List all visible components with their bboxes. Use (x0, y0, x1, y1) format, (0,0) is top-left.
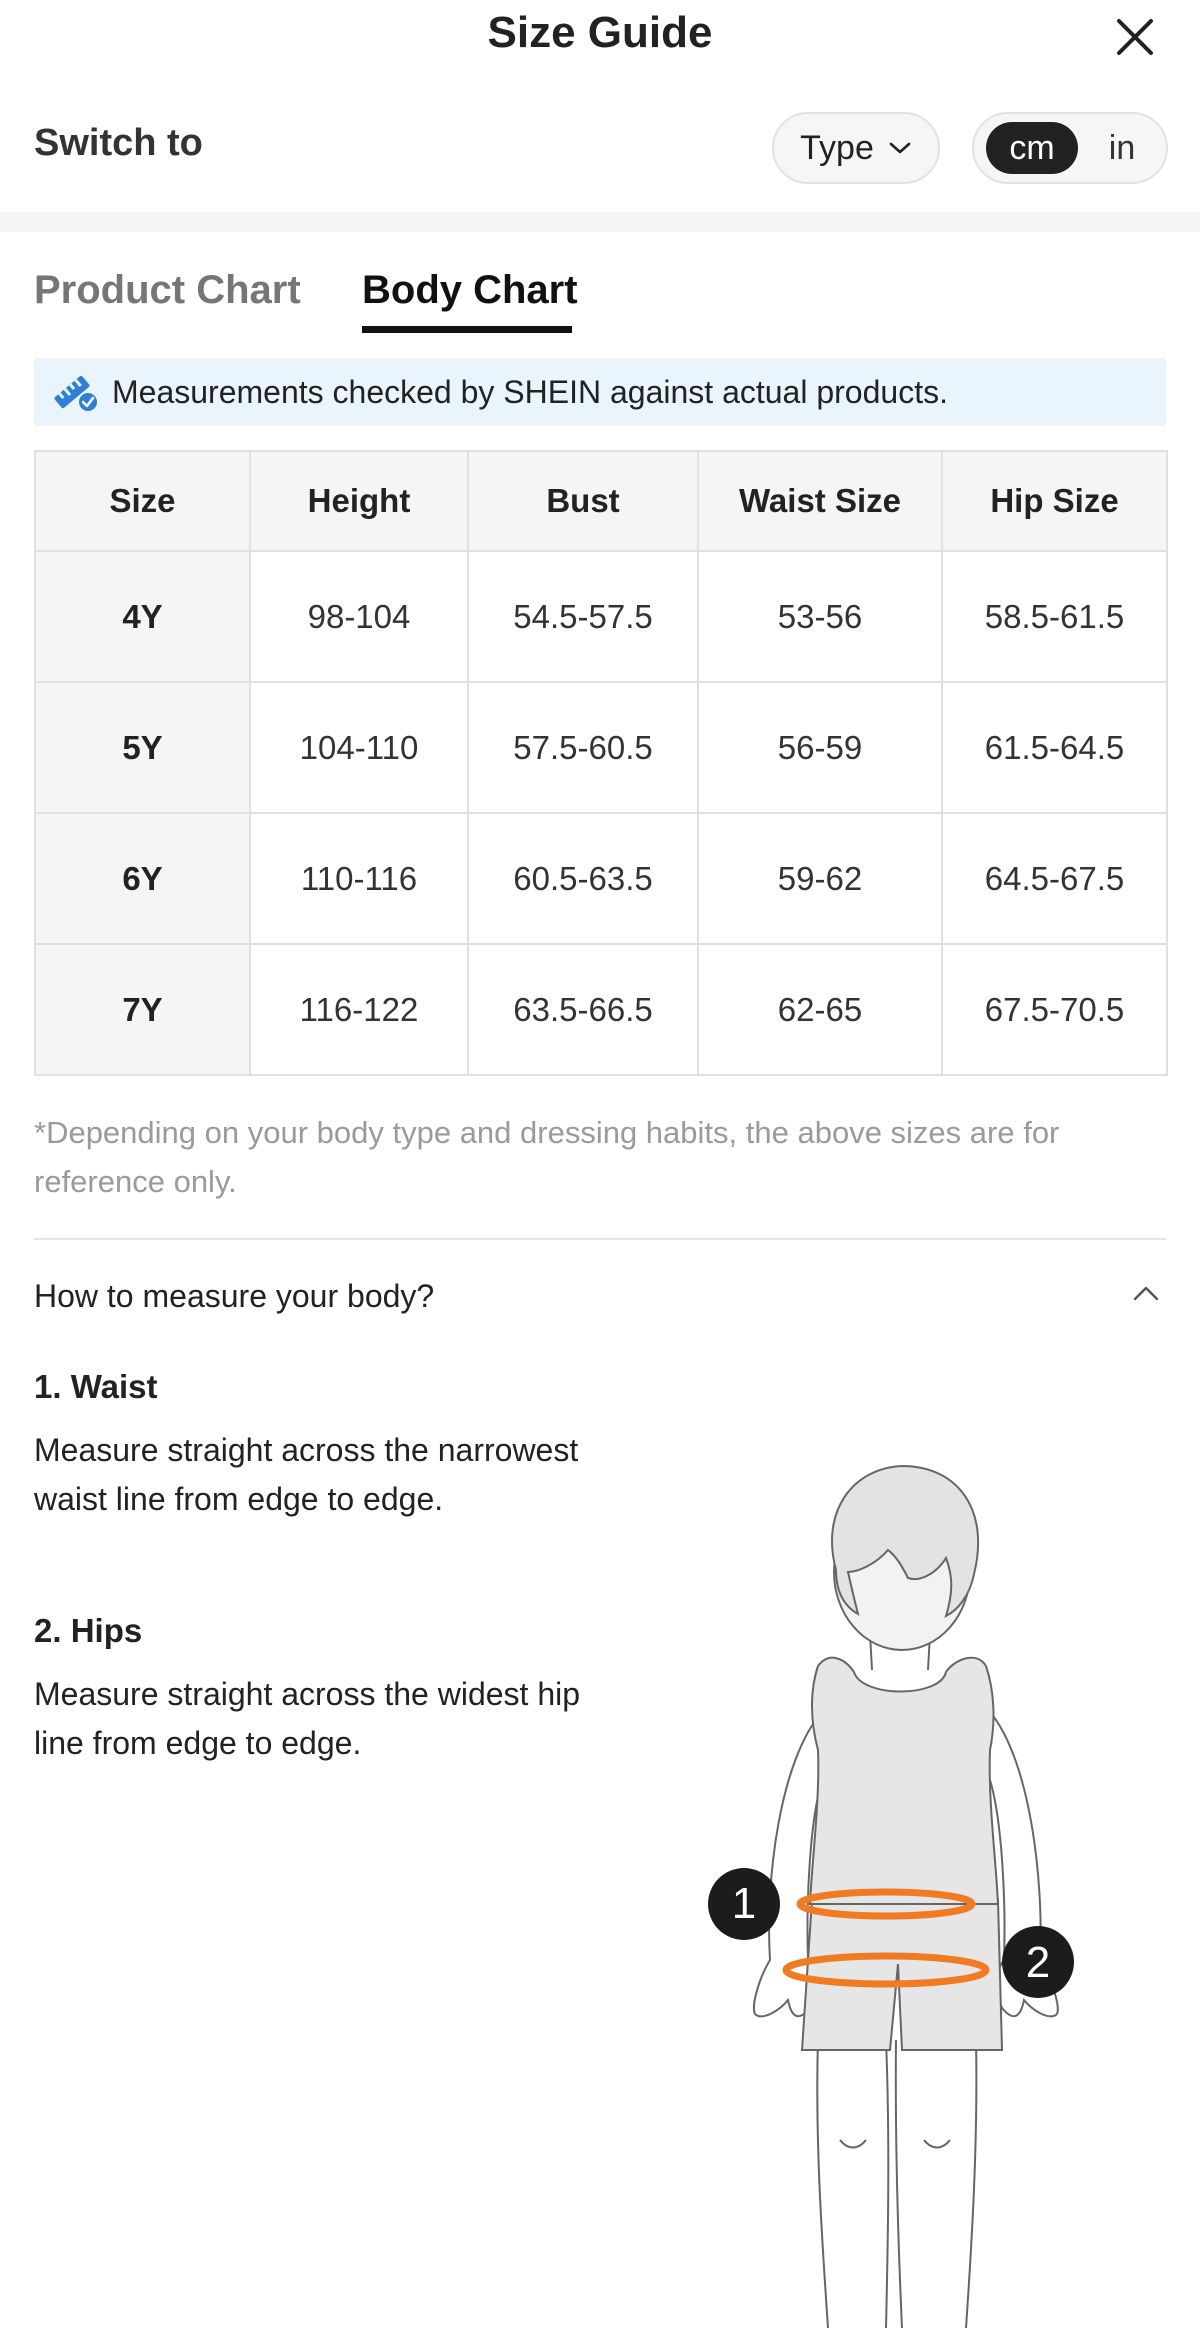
step-waist-title: 1. Waist (34, 1368, 158, 1405)
table-row (35, 944, 1167, 1075)
size-cell: 4Y (35, 551, 250, 682)
marker-2-label: 2 (1025, 1938, 1051, 1987)
bust-cell: 54.5-57.5 (468, 551, 698, 682)
chart-tabs (0, 268, 1200, 338)
size-table (34, 450, 1168, 1076)
header-height: Height (250, 451, 468, 551)
size-cell: 6Y (35, 813, 250, 944)
bust-cell: 60.5-63.5 (468, 813, 698, 944)
chevron-up-icon (1132, 1284, 1160, 1302)
ruler-check-icon (52, 370, 100, 414)
header-bust: Bust (468, 451, 698, 551)
table-row (35, 682, 1167, 813)
type-label: Type (800, 128, 874, 167)
step-waist-text: Measure straight across the narrowest waist line from edge to edge. (34, 1432, 579, 1517)
hip-cell: 67.5-70.5 (942, 944, 1167, 1075)
section-divider (0, 212, 1200, 232)
unit-toggle (972, 112, 1168, 184)
child-body-illustration (640, 1360, 1200, 2328)
measure-title: How to measure your body? (34, 1278, 435, 1314)
bust-cell: 63.5-66.5 (468, 944, 698, 1075)
type-dropdown[interactable] (772, 112, 940, 184)
close-icon (1110, 12, 1160, 62)
height-cell: 104-110 (250, 682, 468, 813)
header-waist: Waist Size (698, 451, 942, 551)
table-header-row (35, 451, 1167, 551)
divider (34, 1238, 1166, 1240)
hip-cell: 58.5-61.5 (942, 551, 1167, 682)
unit-in-option[interactable]: in (1108, 128, 1136, 167)
hip-cell: 61.5-64.5 (942, 682, 1167, 813)
chevron-down-icon (888, 140, 912, 156)
switch-row (0, 100, 1200, 194)
waist-marker (708, 1868, 780, 1940)
tab-product-chart[interactable]: Product Chart (34, 268, 301, 312)
size-cell: 7Y (35, 944, 250, 1075)
page-title: Size Guide (487, 8, 713, 57)
hip-cell: 64.5-67.5 (942, 813, 1167, 944)
measurement-notice (34, 358, 1166, 426)
height-cell: 98-104 (250, 551, 468, 682)
modal-header (0, 0, 1200, 70)
hip-marker (1002, 1926, 1074, 1998)
height-cell: 110-116 (250, 813, 468, 944)
measure-accordion-header[interactable] (34, 1278, 1166, 1328)
active-tab-indicator (362, 326, 572, 333)
tab-body-chart[interactable]: Body Chart (362, 268, 578, 312)
bust-cell: 57.5-60.5 (468, 682, 698, 813)
unit-cm-option[interactable]: cm (986, 122, 1078, 174)
size-footnote: *Depending on your body type and dressing habits, the above sizes are for reference only. (34, 1115, 1060, 1199)
step-hips-title: 2. Hips (34, 1612, 143, 1649)
switch-label: Switch to (34, 122, 203, 164)
header-hip: Hip Size (942, 451, 1167, 551)
notice-text: Measurements checked by SHEIN against actual products. (112, 373, 948, 410)
waist-cell: 62-65 (698, 944, 942, 1075)
height-cell: 116-122 (250, 944, 468, 1075)
table-row (35, 813, 1167, 944)
table-row (35, 551, 1167, 682)
step-hips-text: Measure straight across the widest hip line from edge to edge. (34, 1676, 581, 1761)
marker-1-label: 1 (731, 1879, 757, 1928)
waist-cell: 53-56 (698, 551, 942, 682)
waist-cell: 59-62 (698, 813, 942, 944)
close-button[interactable] (1110, 12, 1160, 62)
waist-cell: 56-59 (698, 682, 942, 813)
header-size: Size (35, 451, 250, 551)
size-cell: 5Y (35, 682, 250, 813)
